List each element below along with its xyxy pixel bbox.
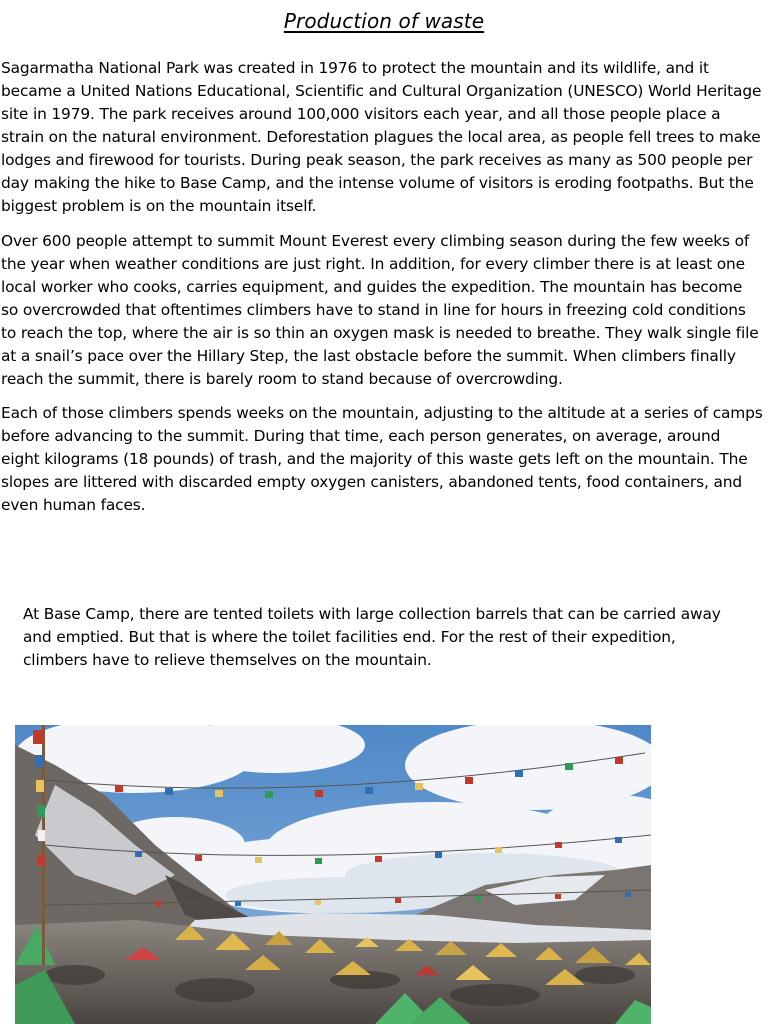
paragraph-park: Sagarmatha National Park was created in 1976 to protect the mountain and its wildlife, and it became a United Nations Educational, Scientific and Cultural Organization (UNESCO) World Heritage site in 1979. The park receives around 100,000 visitors each year, and all those people place a strain on the natural environment. Deforestation plagues the local area, as people fell trees to make lodges and firewood for tourists. During peak season, the park receives as many as 500 people per day making the hike to Base Camp, and the intense volume of visitors is eroding footpaths. But the biggest problem is on the mountain itself. [1,59,762,215]
page-title: Production of waste [283,9,485,33]
base-camp-photo [15,725,651,1024]
paragraph-trash: Each of those climbers spends weeks on the mountain, adjusting to the altitude at a series of camps before advancing to the summit. During that time, each person generates, on average, around eight kilograms (18 pounds) of trash, and the majority of this waste gets left on the mountain. The slopes are littered with discarded empty oxygen canisters, abandoned tents, food containers, and even human faces. [1,404,763,514]
paragraph-base-camp: At Base Camp, there are tented toilets with large collection barrels that can be carried away and emptied. But that is where the toilet facilities end. For the rest of their expedition, climbers have to relieve themselves on the mountain. [23,605,721,669]
paragraph-summit: Over 600 people attempt to summit Mount Everest every climbing season during the few weeks of the year when weather conditions are just right. In addition, for every climber there is at least one local worker who cooks, carries equipment, and guides the expedition. The mountain has become so overcrowded that oftentimes climbers have to stand in line for hours in freezing cold conditions to reach the top, where the air is so thin an oxygen mask is needed to breathe. They walk single file at a snail’s pace over the Hillary Step, the last obstacle before the summit. When climbers finally reach the summit, there is barely room to stand because of overcrowding. [1,232,759,388]
